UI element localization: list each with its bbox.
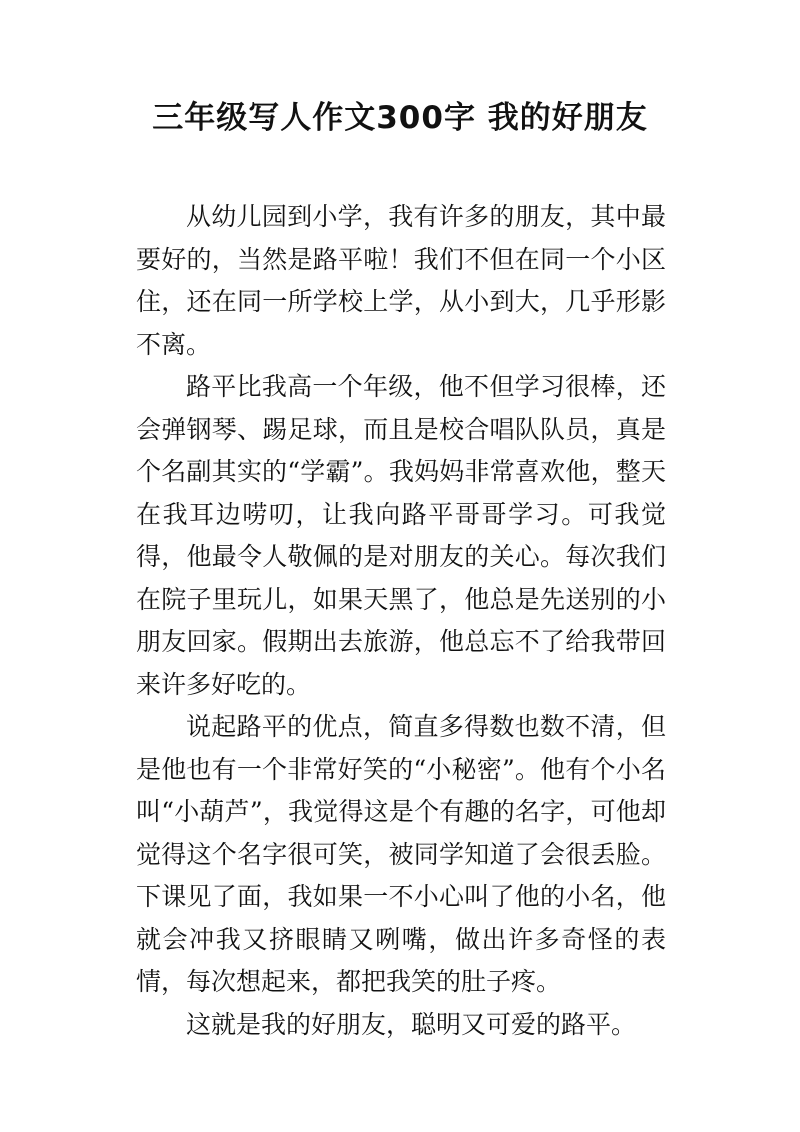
- paragraph-4: 这就是我的好朋友，聪明又可爱的路平。: [186, 1009, 637, 1039]
- paragraph-3: 说起路平的优点，简直多得数也数不清，但是他也有一个非常好笑的“小秘密”。他有个小名叫“小葫芦”，我觉得这是个有趣的名字，可他却觉得这个名字很可笑，被同学知道了会很丢脸。下课见了面，我如果一不小心叫了他的小名，他就会冲我又挤眼睛又咧嘴，做出许多奇怪的表情，每次想起来，都把我笑的肚子疼。: [136, 712, 666, 996]
- paragraph-2: 路平比我高一个年级，他不但学习很棒，还会弹钢琴、踢足球，而且是校合唱队队员，真是个名副其实的“学霸”。我妈妈非常喜欢他，整天在我耳边唠叨，让我向路平哥哥学习。可我觉得，他最令人敬佩的是对朋友的关心。每次我们在院子里玩儿，如果天黑了，他总是先送别的小朋友回家。假期出去旅游，他总忘不了给我带回来许多好吃的。: [136, 372, 666, 699]
- paragraph-1: 从幼儿园到小学，我有许多的朋友，其中最要好的，当然是路平啦！我们不但在同一个小区住，还在同一所学校上学，从小到大，几乎形影不离。: [136, 202, 666, 359]
- document-title: 三年级写人作文300字 我的好朋友: [152, 100, 648, 136]
- document-body: [136, 196, 666, 1046]
